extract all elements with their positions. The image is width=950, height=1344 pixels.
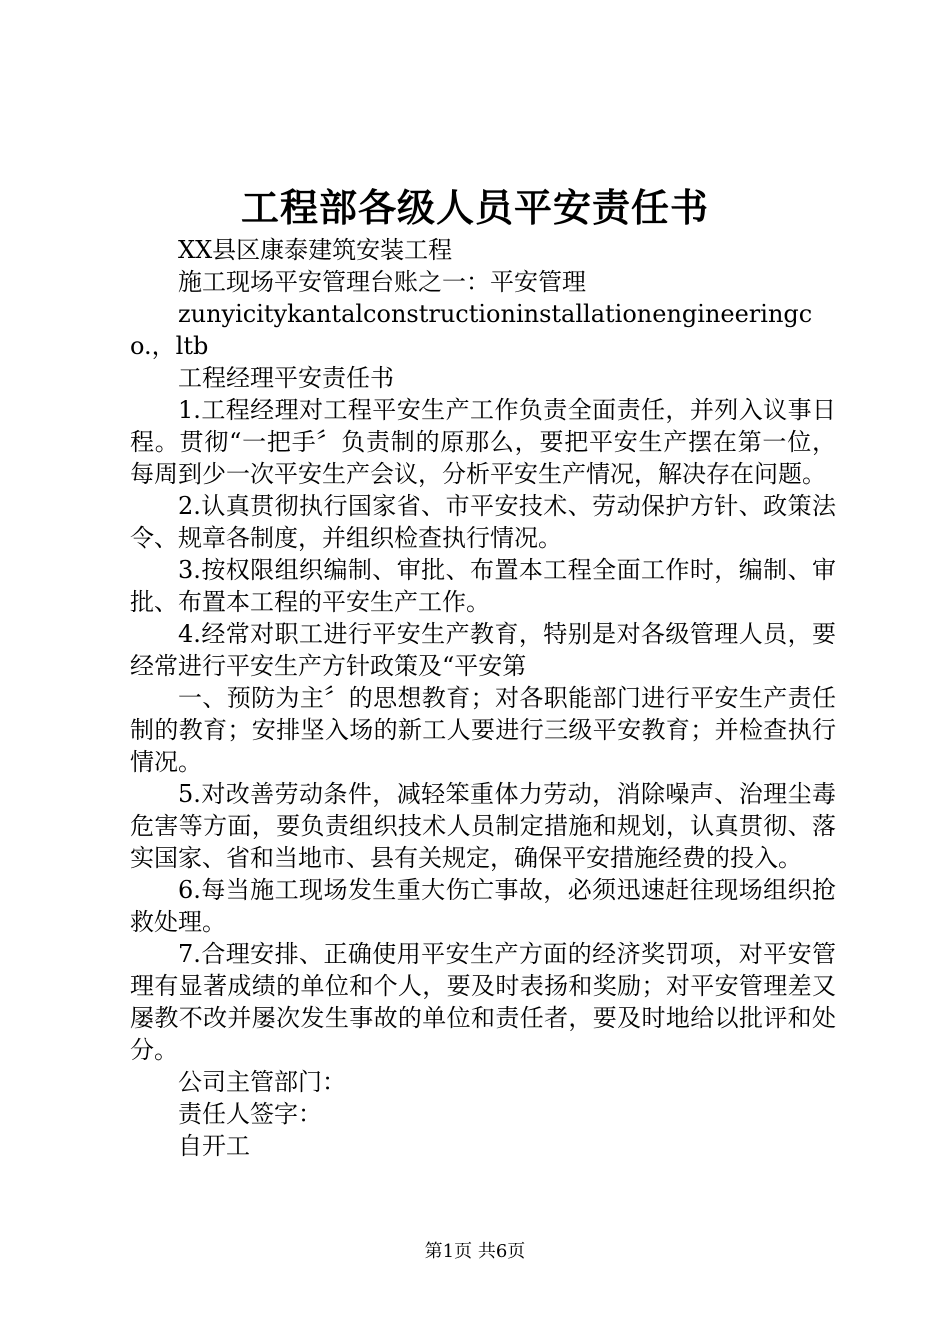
document-title: 工程部各级人员平安责任书 — [240, 185, 709, 230]
paragraph-item-4: 4.经常对职工进行平安生产教育，特别是对各级管理人员，要经常进行平安生产方针政策及“平安第 — [130, 620, 836, 680]
paragraph-ledger: 施工现场平安管理台账之一：平安管理 — [178, 268, 586, 296]
paragraph-item-1: 1.工程经理对工程平安生产工作负责全面责任，并列入议事日程。贯彻“一把手〞负责制的原那么，要把平安生产摆在第一位，每周到少一次平安生产会议，分析平安生产情况，解决存在问题。 — [130, 396, 836, 488]
paragraph-department: 公司主管部门： — [178, 1068, 346, 1096]
paragraph-item-2: 2.认真贯彻执行国家省、市平安技术、劳动保护方针、政策法令、规章各制度，并组织检查执行情况。 — [130, 492, 836, 552]
paragraph-item-3: 3.按权限组织编制、审批、布置本工程全面工作时，编制、审批、布置本工程的平安生产工作。 — [130, 556, 836, 616]
paragraph-subtitle: 工程经理平安责任书 — [178, 364, 394, 392]
paragraph-start: 自开工 — [178, 1132, 250, 1160]
paragraph-item-4-cont: 一、预防为主〞的思想教育；对各职能部门进行平安生产责任制的教育；安排坚入场的新工人要进行三级平安教育；并检查执行情况。 — [130, 684, 836, 776]
document-body — [130, 234, 836, 1162]
paragraph-english-name: zunyicitykantalconstructioninstallationengineeringco.，ltb — [130, 300, 813, 360]
paragraph-item-5: 5.对改善劳动条件，减轻笨重体力劳动，消除噪声、治理尘毒危害等方面，要负责组织技术人员制定措施和规划，认真贯彻、落实国家、省和当地市、县有关规定，确保平安措施经费的投入。 — [130, 780, 836, 872]
paragraph-item-7: 7.合理安排、正确使用平安生产方面的经济奖罚项，对平安管理有显著成绩的单位和个人，要及时表扬和奖励；对平安管理差又屡教不改并屡次发生事故的单位和责任者，要及时地给以批评和处分。 — [130, 940, 836, 1064]
page-number: 第1页 共6页 — [424, 1241, 526, 1262]
paragraph-item-6: 6.每当施工现场发生重大伤亡事故，必须迅速赶往现场组织抢救处理。 — [130, 876, 836, 936]
paragraph-signature: 责任人签字： — [178, 1100, 322, 1128]
paragraph-company: XX县区康泰建筑安装工程 — [178, 236, 453, 264]
